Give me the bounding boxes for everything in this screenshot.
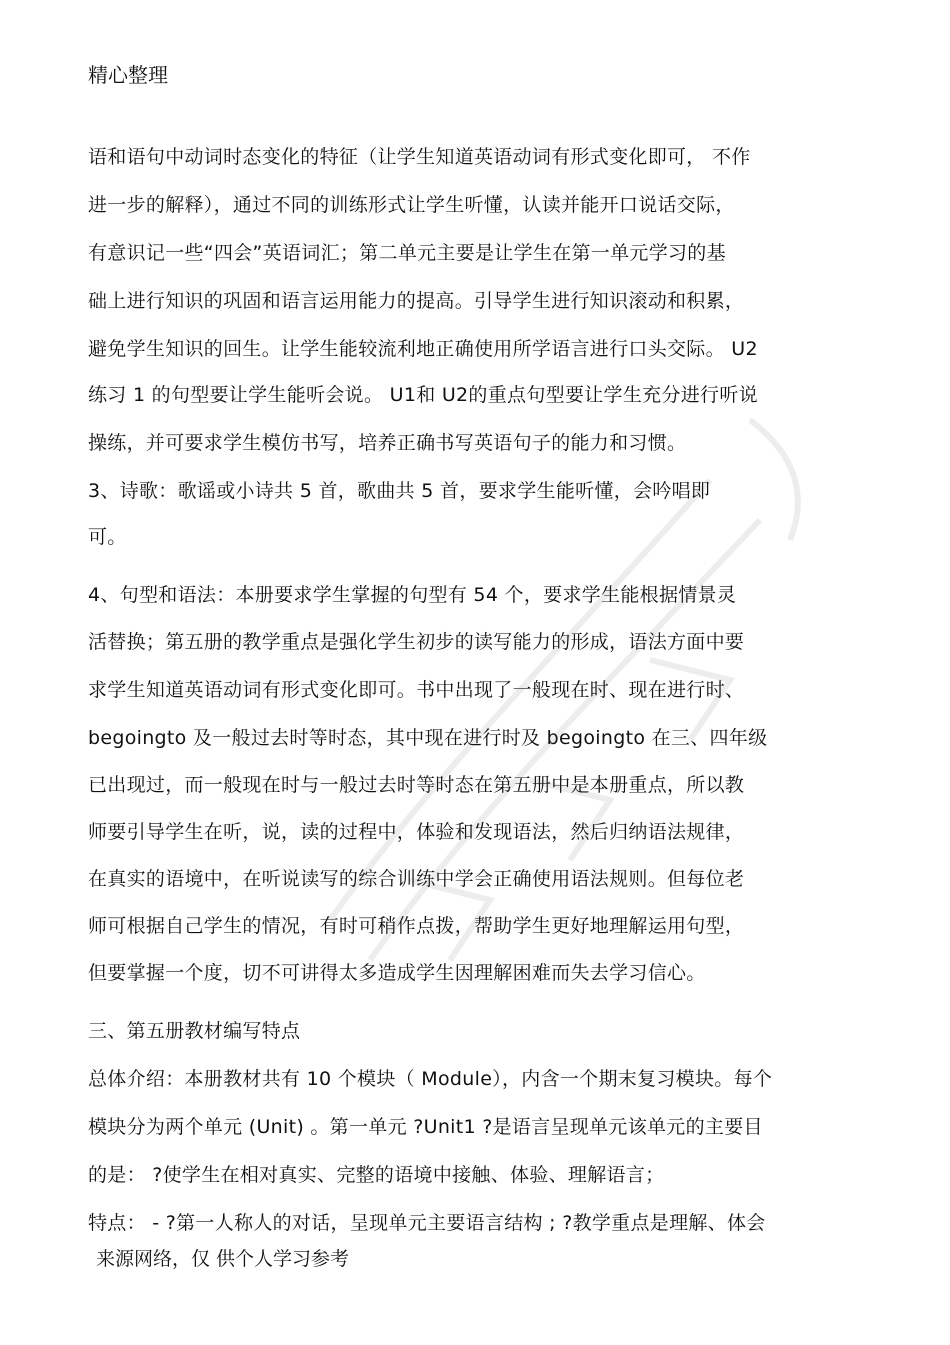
text-line: 活替换；第五册的教学重点是强化学生初步的读写能力的形成，语法方面中要 — [88, 631, 745, 653]
section-heading: 三、第五册教材编写特点 — [88, 1020, 301, 1042]
text-line: 进一步的解释），通过不同的训练形式让学生听懂，认读并能开口说话交际， — [88, 194, 735, 216]
text-line: 避免学生知识的回生。让学生能较流利地正确使用所学语言进行口头交际。 U2 — [88, 338, 758, 360]
text-line: 师要引导学生在听，说，读的过程中，体验和发现语法，然后归纳语法规律， — [88, 821, 745, 843]
text-line: 师可根据自己学生的情况，有时可稍作点拨，帮助学生更好地理解运用句型， — [88, 915, 745, 937]
text-line: 有意识记一些“四会”英语词汇；第二单元主要是让学生在第一单元学习的基 — [88, 242, 726, 264]
page-footer: 来源网络，仅 供个人学习参考 — [96, 1248, 350, 1270]
text-line: 4、句型和语法：本册要求学生掌握的句型有 54 个，要求学生能根据情景灵 — [88, 584, 737, 606]
text-line: 特点： - ?第一人称人的对话，呈现单元主要语言结构 ; ?教学重点是理解、体会 — [88, 1212, 766, 1234]
text-line: 操练，并可要求学生模仿书写，培养正确书写英语句子的能力和习惯。 — [88, 432, 687, 454]
text-line: 练习 1 的句型要让学生能听会说。 U1和 U2的重点句型要让学生充分进行听说 — [88, 384, 758, 406]
text-line: 总体介绍：本册教材共有 10 个模块（ Module），内含一个期末复习模块。每个 — [88, 1068, 773, 1090]
text-line: 础上进行知识的巩固和语言运用能力的提高。引导学生进行知识滚动和积累， — [88, 290, 745, 312]
text-line: 在真实的语境中，在听说读写的综合训练中学会正确使用语法规则。但每位老 — [88, 868, 745, 890]
text-line: 的是： ?使学生在相对真实、完整的语境中接触、体验、理解语言； — [88, 1164, 665, 1186]
text-line: 但要掌握一个度，切不可讲得太多造成学生因理解困难而失去学习信心。 — [88, 962, 706, 984]
text-line: 可。 — [88, 526, 127, 548]
page-header: 精心整理 — [88, 63, 168, 87]
text-line: 求学生知道英语动词有形式变化即可。书中出现了一般现在时、现在进行时、 — [88, 679, 745, 701]
text-line: 3、诗歌：歌谣或小诗共 5 首，歌曲共 5 首，要求学生能听懂，会吟唱即 — [88, 480, 711, 502]
text-line: begoingto 及一般过去时等时态，其中现在进行时及 begoingto 在三、四年级 — [88, 727, 768, 749]
text-line: 已出现过，而一般现在时与一般过去时等时态在第五册中是本册重点，所以教 — [88, 774, 745, 796]
text-line: 模块分为两个单元 (Unit) 。第一单元 ?Unit1 ?是语言呈现单元该单元的主要目 — [88, 1116, 763, 1138]
text-line: 语和语句中动词时态变化的特征（让学生知道英语动词有形式变化即可， 不作 — [88, 146, 751, 168]
